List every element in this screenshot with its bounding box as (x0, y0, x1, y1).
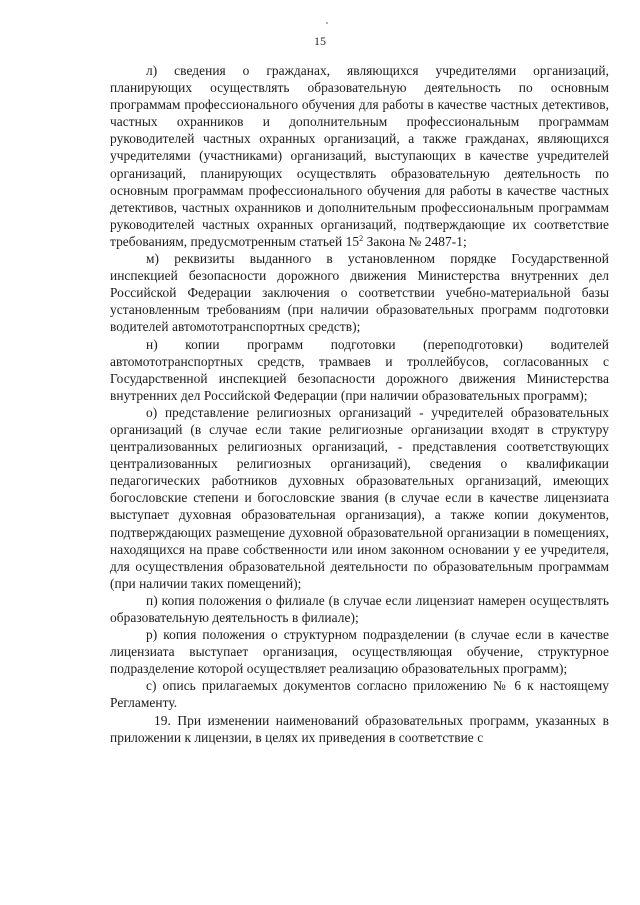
paragraph-r: р) копия положения о структурном подразделении (в случае если в качестве лицензиата выступает организация, осуществляющая обучение, структурное подразделение которой осуществляет реализацию образовательных программ); (110, 627, 609, 677)
page-number: 15 (314, 34, 326, 48)
paragraph-l-tail: Закона № 2487-1; (363, 233, 467, 249)
paragraph-o: о) представление религиозных организаций - учредителей образовательных организаций (в случае если такие религиозные организации входят в структуру централизованных религиозных организаций, - представления соответствующих централизованных религиозных организаций), сведения о квалификации педагогических работников духовных образовательных организаций, имеющих богословские степени и богословские звания (в случае если в качестве лицензиата выступает духовная образовательная организация), а также копии документов, подтверждающих размещение духовной образовательной организации в помещениях, находящихся на праве собственности или ином законном основании у ее учредителя, для осуществления образовательной деятельности по образовательным программам (при наличии таких помещений); (110, 404, 609, 591)
scan-mark (326, 22, 328, 24)
paragraph-19: 19. При изменении наименований образовательных программ, указанных в приложении к лицензии, в целях их приведения в соответствие с (110, 712, 609, 745)
paragraph-m: м) реквизиты выданного в установленном порядке Государственной инспекцией безопасности дорожного движения Министерства внутренних дел Российской Федерации заключения о соответствии учебно-материальной базы установленным требованиям (при наличии образовательных программ подготовки водителей автомототранспортных средств); (110, 251, 609, 335)
paragraph-n: н) копии программ подготовки (переподготовки) водителей автомототранспортных средств, трамваев и троллейбусов, согласованных с Государственной инспекцией безопасности дорожного движения Министерства внутренних дел Российской Федерации (при наличии образовательных программ); (110, 336, 609, 403)
paragraph-l-text: л) сведения о гражданах, являющихся учредителями организаций, планирующих осуществлять образовательную деятельность по основным программам профессионального обучения для работы в качестве частных детективов, частных охранников и дополнительным профессиональным программам руководителей частных охранных организаций, а также гражданах, являющихся учредителями (участниками) организаций, выступающих в качестве учредителей организаций, планирующих осуществлять образовательную деятельность по основным программам профессионального обучения для работы в качестве частных детективов, частных охранников и дополнительным профессиональным программам руководителей частных охранных организаций, подтверждающие их соответствие требованиям, предусмотренным статьей 15 (110, 63, 609, 249)
page-body (110, 62, 609, 746)
paragraph-s: с) опись прилагаемых документов согласно приложению № 6 к настоящему Регламенту. (110, 678, 609, 711)
paragraph-l (110, 62, 609, 250)
superscript-2: 2 (359, 233, 364, 243)
paragraph-p: п) копия положения о филиале (в случае если лицензиат намерен осуществлять образовательную деятельность в филиале); (110, 592, 609, 625)
